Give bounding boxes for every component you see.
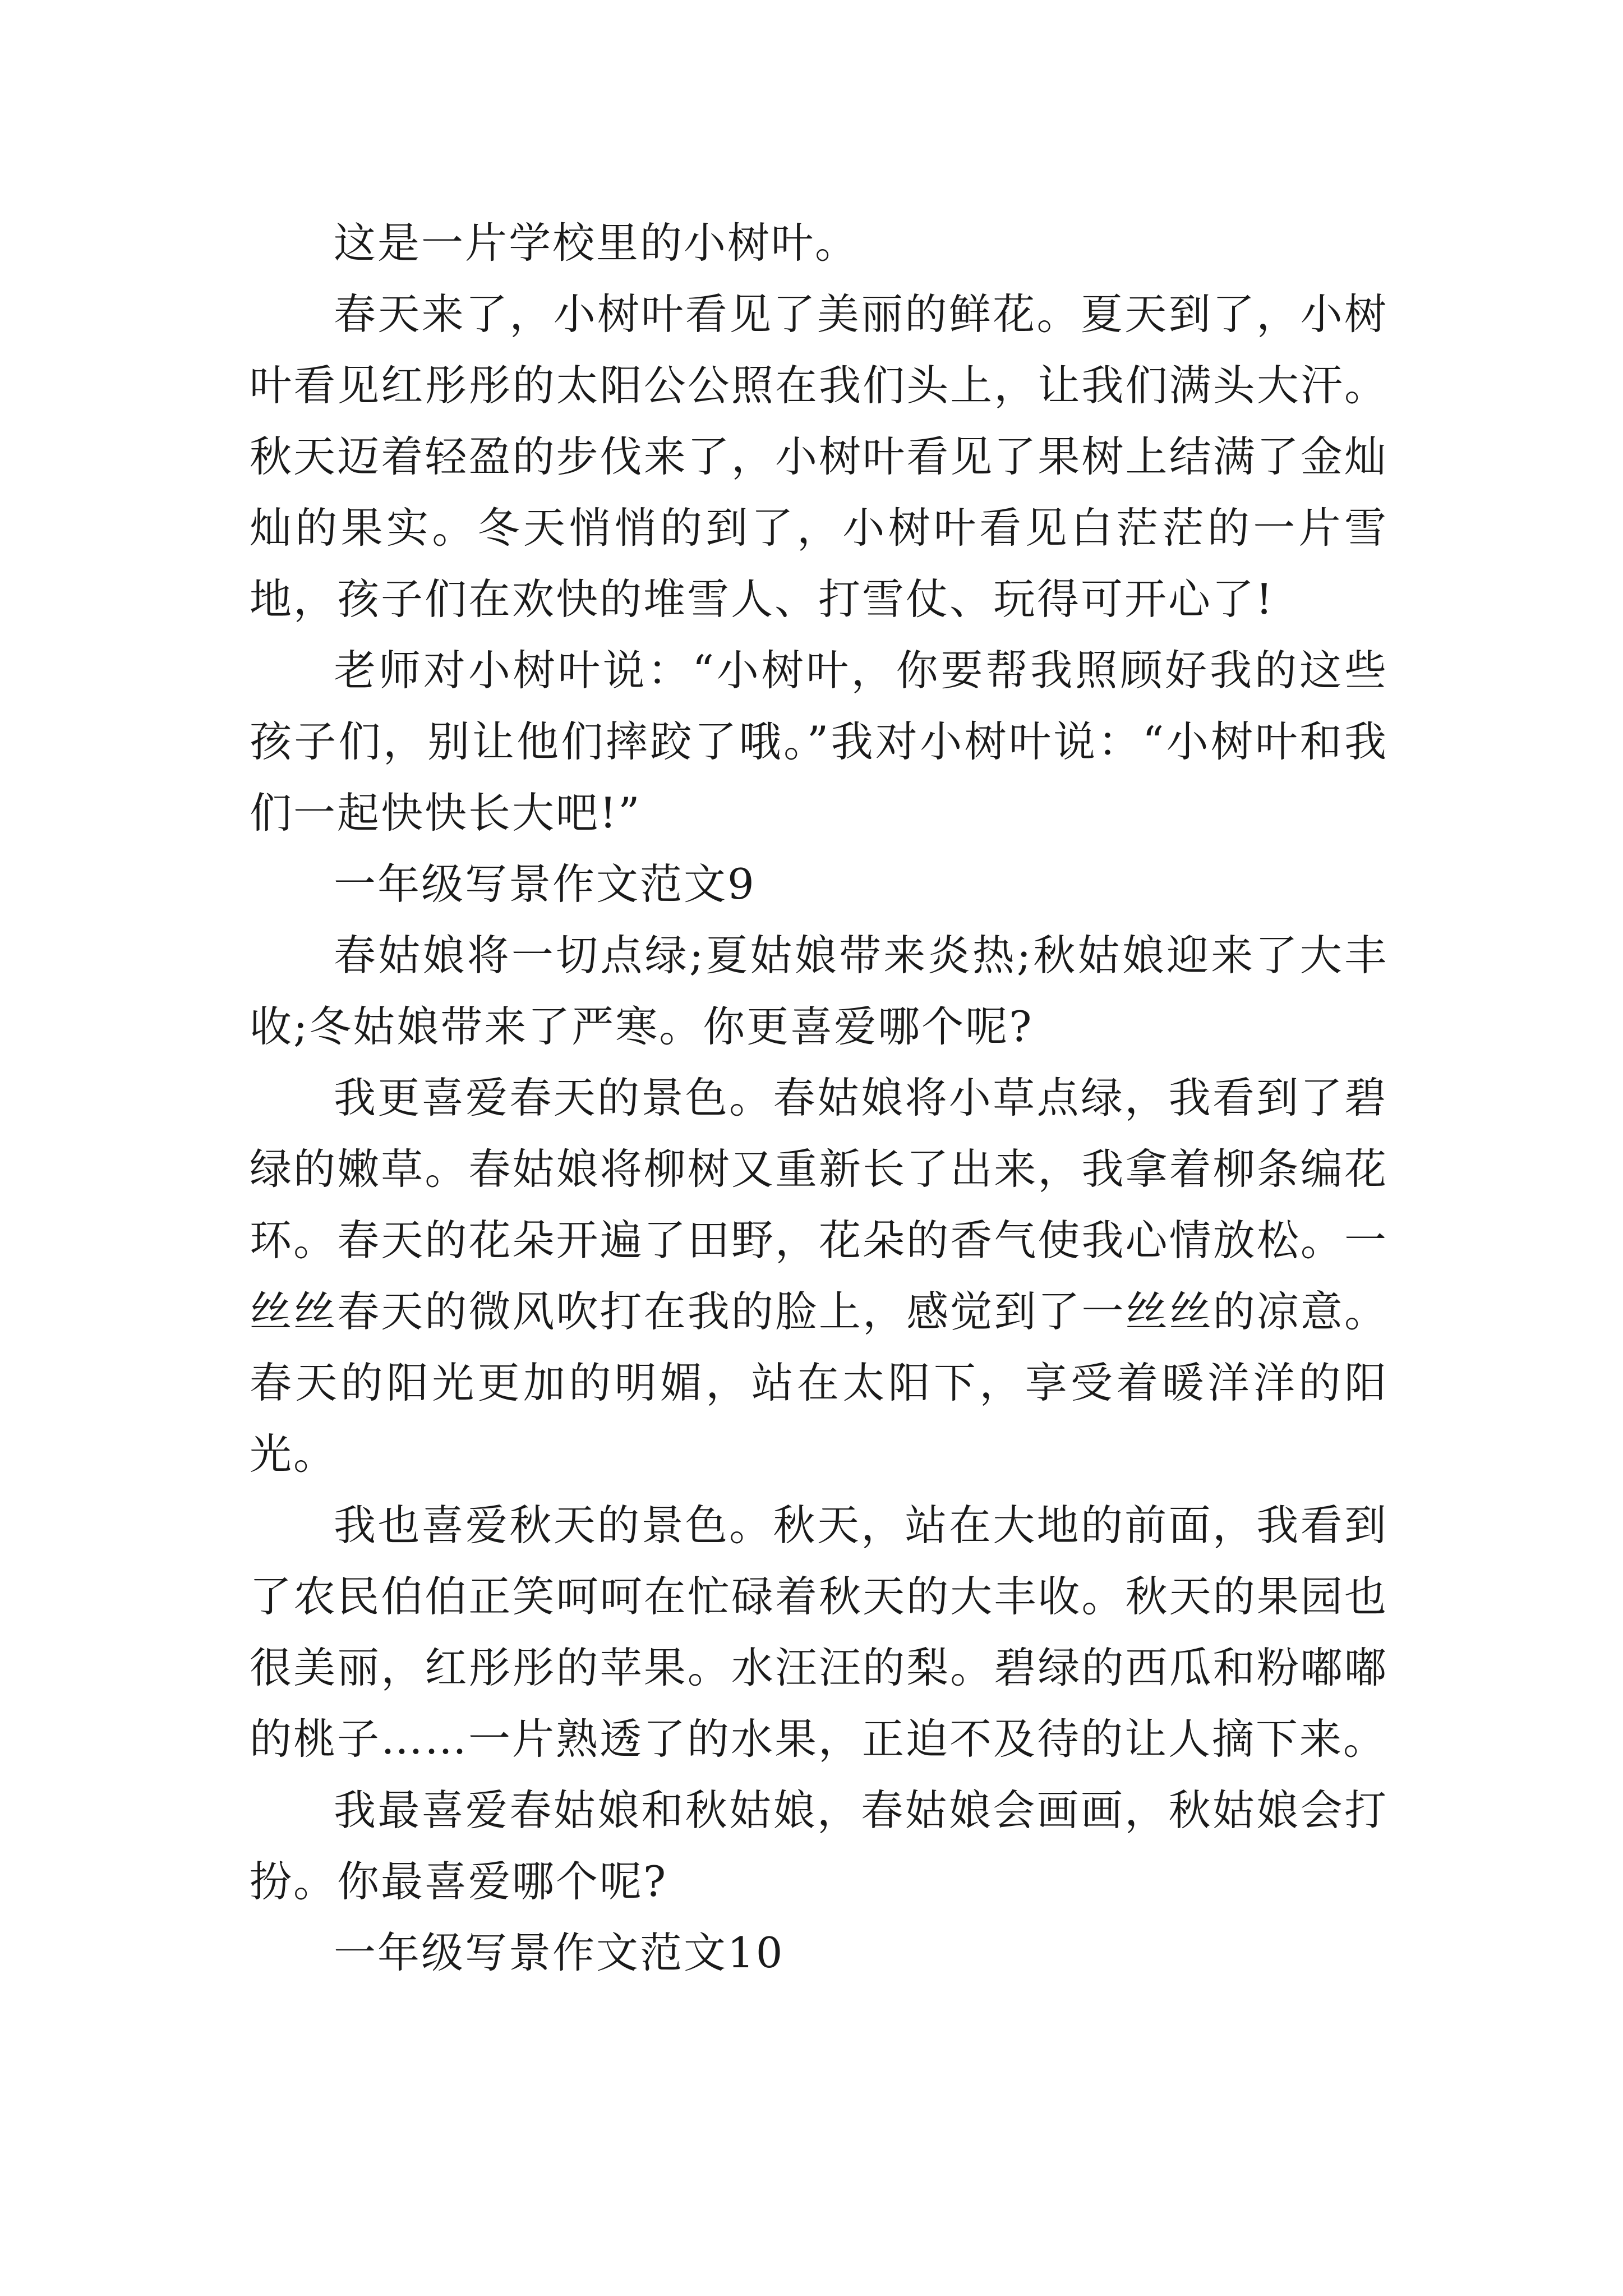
paragraph-autumn-scenery: 我也喜爱秋天的景色。秋天，站在大地的前面，我看到了农民伯伯正笑呵呵在忙碌着秋天的大丰收。秋天的果园也很美丽，红彤彤的苹果。水汪汪的梨。碧绿的西瓜和粉嘟嘟的桃子……一片熟透了的水果，正迫不及待的让人摘下来。 [250, 1501, 1388, 1764]
paragraph-season-girls: 春姑娘将一切点绿;夏姑娘带来炎热;秋姑娘迎来了大丰收;冬姑娘带来了严寒。你更喜爱哪个呢? [250, 931, 1388, 1051]
paragraph-four-seasons-leaf: 春天来了，小树叶看见了美丽的鲜花。夏天到了，小树叶看见红彤彤的太阳公公照在我们头上，让我们满头大汗。秋天迈着轻盈的步伐来了，小树叶看见了果树上结满了金灿灿的果实。冬天悄悄的到了，小树叶看见白茫茫的一片雪地，孩子们在欢快的堆雪人、打雪仗、玩得可开心了! [250, 289, 1388, 624]
paragraph-spring-scenery: 我更喜爱春天的景色。春姑娘将小草点绿，我看到了碧绿的嫩草。春姑娘将柳树又重新长了出来，我拿着柳条编花环。春天的花朵开遍了田野，花朵的香气使我心情放松。一丝丝春天的微风吹打在我的脸上，感觉到了一丝丝的凉意。春天的阳光更加的明媚，站在太阳下，享受着暖洋洋的阳光。 [250, 1073, 1388, 1479]
section-heading-essay-10: 一年级写景作文范文10 [334, 1928, 785, 1977]
paragraph-school-leaf-intro: 这是一片学校里的小树叶。 [334, 218, 859, 268]
paragraph-teacher-dialogue: 老师对小树叶说：“小树叶，你要帮我照顾好我的这些孩子们，别让他们摔跤了哦。”我对小树叶说：“小树叶和我们一起快快长大吧!” [250, 646, 1388, 838]
document-body [250, 208, 1388, 1989]
paragraph-favorite-seasons: 我最喜爱春姑娘和秋姑娘，春姑娘会画画，秋姑娘会打扮。你最喜爱哪个呢? [250, 1786, 1388, 1906]
section-heading-essay-9: 一年级写景作文范文9 [334, 859, 756, 909]
